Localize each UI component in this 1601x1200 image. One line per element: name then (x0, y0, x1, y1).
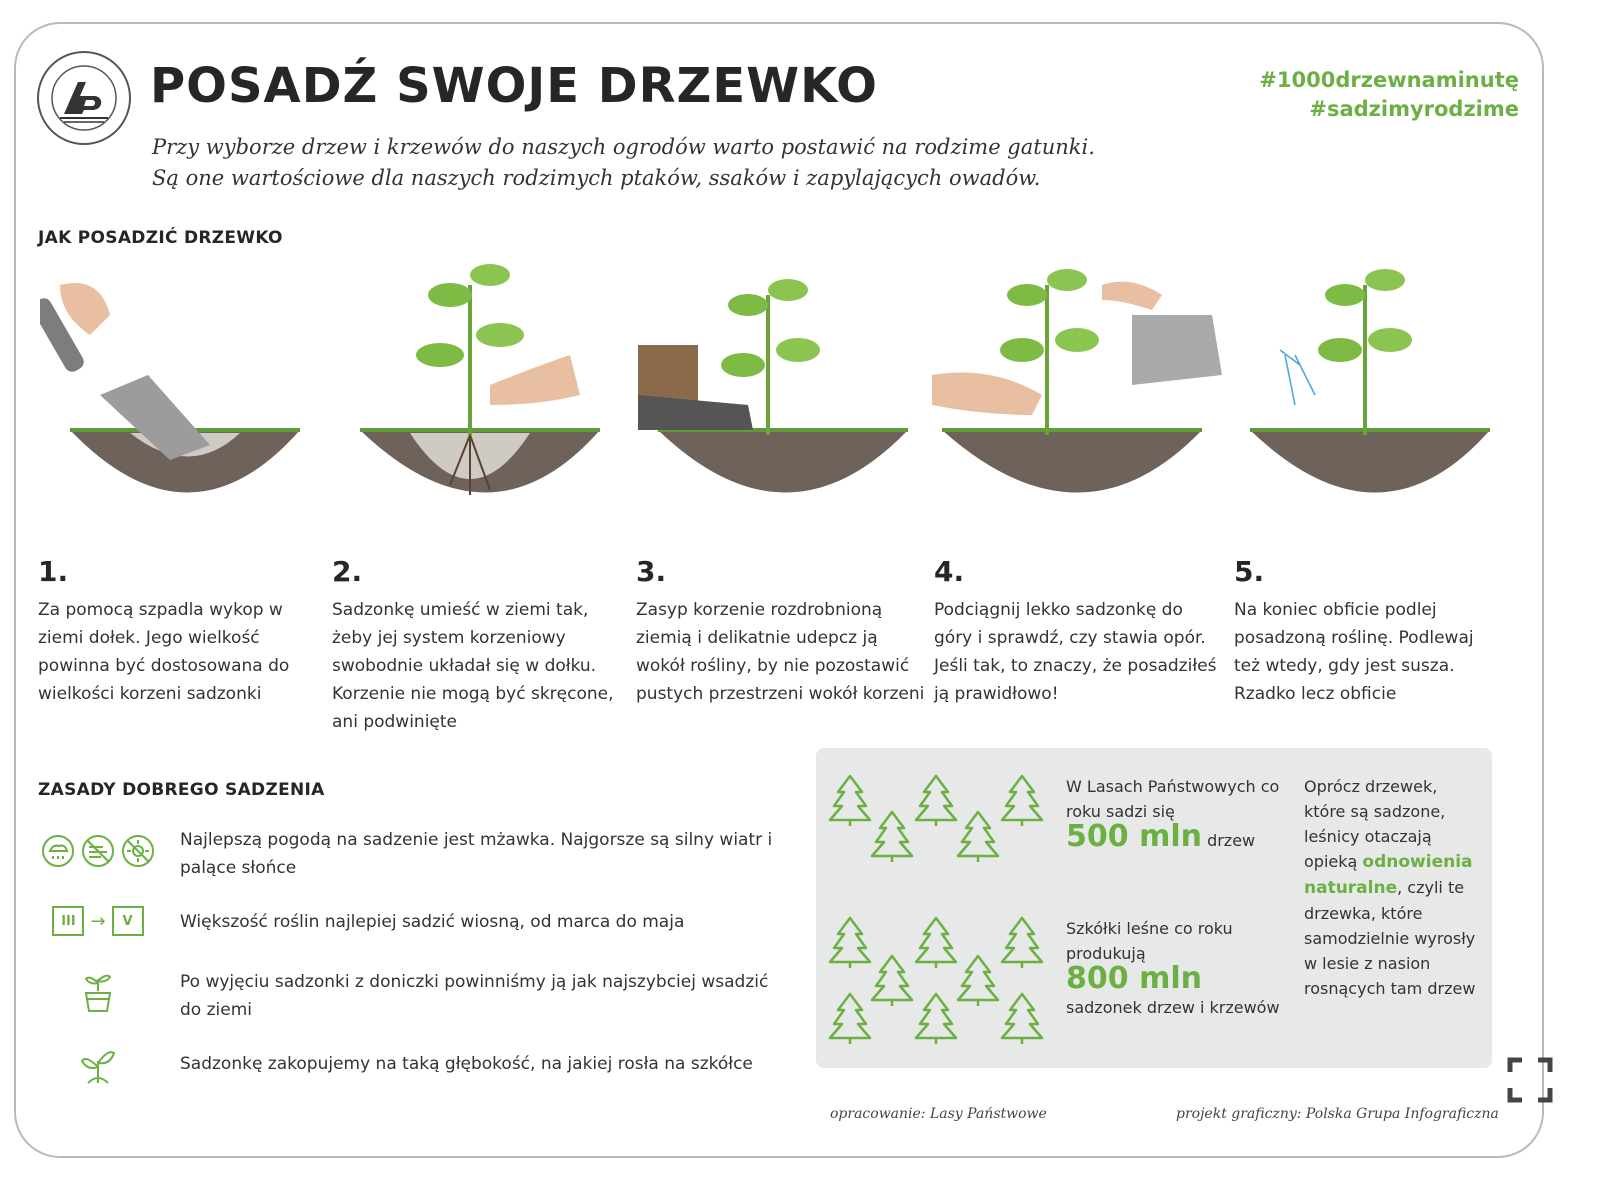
how-to-heading: JAK POSADZIĆ DRZEWKO (38, 228, 283, 248)
credit-design: projekt graficzny: Polska Grupa Infograficzna (1176, 1106, 1499, 1122)
step-2-place-seedling-illustration (340, 255, 640, 555)
page-title: POSADŹ SWOJE DRZEWKO (150, 58, 878, 114)
sprout-icon (38, 1040, 158, 1090)
step-3-fill-soil-illustration (638, 255, 938, 555)
calendar-march-icon: III (52, 906, 84, 936)
stat-planting-label: W Lasach Państwowych co roku sadzi się (1066, 777, 1280, 821)
step-4-number: 4. (934, 555, 965, 588)
intro-line-2: Są one wartościowe dla naszych rodzimych ptaków, ssaków i zapylających owadów. (152, 166, 1041, 190)
step-1-number: 1. (38, 555, 69, 588)
trees-group-1-icon (826, 772, 1046, 862)
calendar-may-icon: V (112, 906, 144, 936)
credit-author: opracowanie: Lasy Państwowe (830, 1106, 1047, 1122)
hashtag-1000drzew[interactable]: #1000drzewnaminutę (1259, 68, 1519, 92)
stat-planting-value: 500 mln (1066, 819, 1202, 854)
step-5-number: 5. (1234, 555, 1265, 588)
rule-weather-text: Najlepszą pogodą na sadzenie jest mżawka. Najgorsze są silny wiatr i palące słońce (180, 830, 773, 878)
fullscreen-icon[interactable] (1506, 1056, 1554, 1104)
stat-planting-unit: drzew (1207, 831, 1256, 850)
no-sun-icon (121, 834, 155, 868)
weather-icons (38, 826, 158, 876)
calendar-icons (38, 896, 158, 946)
step-5-text: Na koniec obficie podlej posadzoną roślinę. Podlewaj też wtedy, gdy jest susza. Rzadko lecz obficie (1234, 600, 1474, 704)
step-1-text: Za pomocą szpadla wykop w ziemi dołek. Jego wielkość powinna być dostosowana do wielkości korzeni sadzonki (38, 600, 290, 704)
rule-depth-text: Sadzonkę zakopujemy na taką głębokość, na jakiej rosła na szkółce (180, 1054, 753, 1074)
rule-season-text: Większość roślin najlepiej sadzić wiosną, od marca do maja (180, 912, 685, 932)
pot-sprout-icon (38, 968, 158, 1018)
side-highlight: odnowienia naturalne (1304, 852, 1473, 898)
step-4-pull-seedling-illustration (932, 255, 1232, 555)
stat-planting (1066, 774, 1286, 853)
trees-group-2-icon (826, 914, 1046, 1054)
intro-line-1: Przy wyborze drzew i krzewów do naszych ogrodów warto postawić na rodzime gatunki. (152, 135, 1095, 159)
stat-nurseries-unit: sadzonek drzew i krzewów (1066, 998, 1280, 1017)
step-4-text: Podciągnij lekko sadzonkę do góry i sprawdź, czy stawia opór. Jeśli tak, to znaczy, że posadziłeś ją prawidłowo! (934, 600, 1217, 704)
step-2-number: 2. (332, 555, 363, 588)
hashtag-sadzimyrodzime[interactable]: #sadzimyrodzime (1309, 97, 1519, 121)
arrow-right-icon: → (90, 910, 106, 932)
step-3-text: Zasyp korzenie rozdrobnioną ziemią i delikatnie udepcz ją wokół rośliny, by nie pozostawić pustych przestrzeni wokół korzeni (636, 600, 925, 704)
natural-regeneration-text (1304, 774, 1480, 1001)
step-3-number: 3. (636, 555, 667, 588)
lasy-panstwowe-logo (34, 48, 134, 148)
stat-nurseries-value: 800 mln (1066, 961, 1202, 996)
step-2-text: Sadzonkę umieść w ziemi tak, żeby jej system korzeniowy swobodnie układał się w dołku. Korzenie nie mogą być skręcone, ani podwinięte (332, 600, 614, 732)
drizzle-icon (41, 834, 75, 868)
stat-nurseries-label: Szkółki leśne co roku produkują (1066, 919, 1233, 963)
step-5-water-illustration (1240, 255, 1540, 555)
side-pre: Oprócz drzewek, które są sadzone, leśnicy otaczają opieką (1304, 777, 1446, 871)
rules-heading: ZASADY DOBREGO SADZENIA (38, 780, 325, 800)
stat-nurseries (1066, 916, 1286, 1020)
no-wind-icon (81, 834, 115, 868)
step-1-dig-illustration (40, 255, 340, 555)
side-post: , czyli te drzewka, które samodzielnie wyrosły w lesie z nasion rosnących tam drzew (1304, 878, 1476, 998)
rule-pot-text: Po wyjęciu sadzonki z doniczki powinniśmy ją jak najszybciej wsadzić do ziemi (180, 972, 769, 1020)
intro-text (152, 132, 1095, 194)
